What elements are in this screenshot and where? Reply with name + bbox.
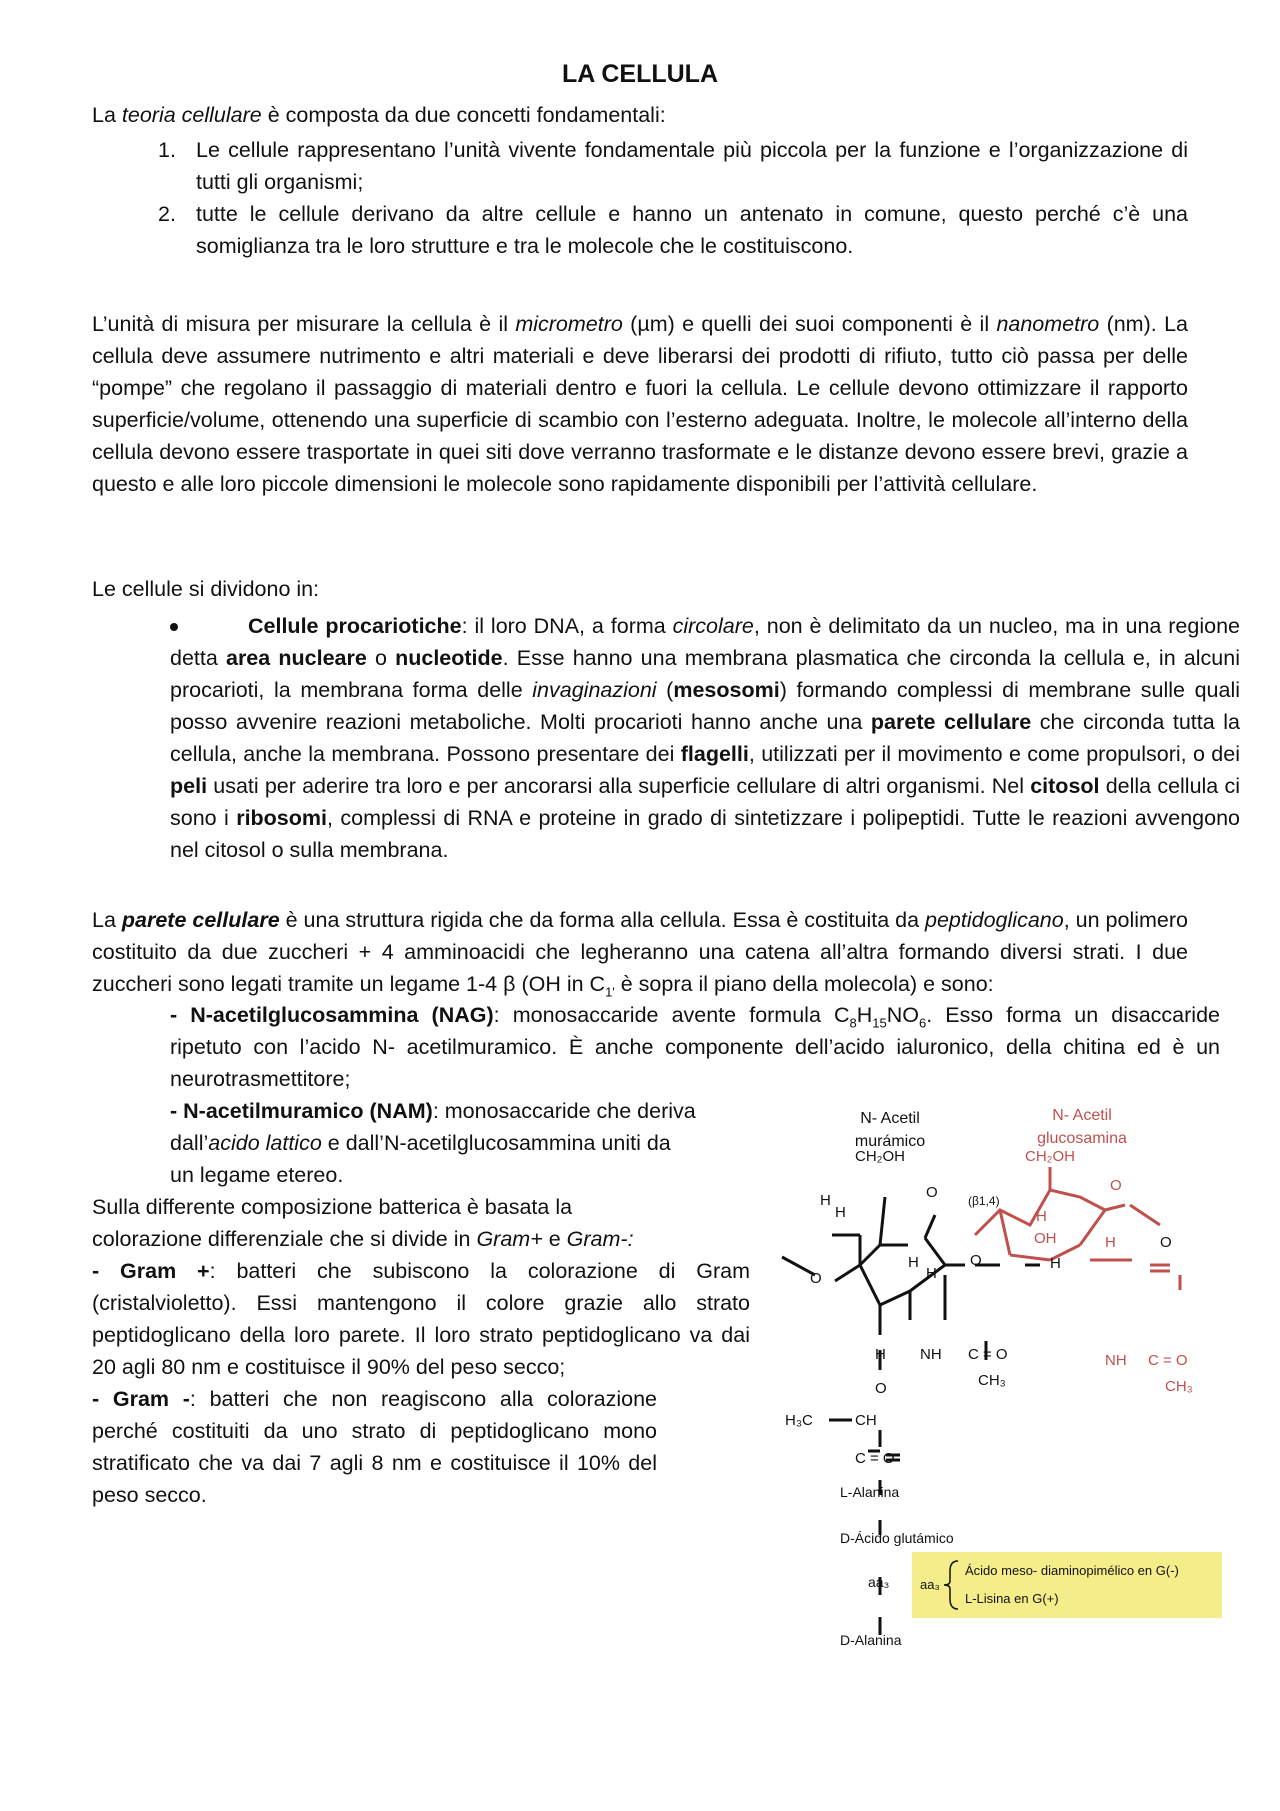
prok-t11: , complessi di RNA e proteine in grado di sintetizzare i polipeptidi. Tutte le reazioni avvengono nel citosol o sulla membrana. — [170, 806, 1240, 862]
nh-right: NH — [1105, 1352, 1127, 1369]
prok-area: area nucleare — [225, 646, 367, 670]
nag-head: - N-acetilglucosammina (NAG) — [170, 1003, 494, 1027]
prok-invag: invaginazioni — [532, 678, 657, 702]
wall-d: è sopra il piano della molecola) e sono: — [614, 972, 994, 996]
prok-t3: o — [366, 646, 396, 670]
atom-h: H — [1050, 1255, 1061, 1272]
nag-a: : monosaccaride avente formula C — [493, 1003, 850, 1027]
atom-o: O — [926, 1184, 938, 1201]
glu-label: D-Ácido glutámico — [840, 1530, 954, 1546]
gram-gm: Gram-: — [566, 1227, 634, 1251]
ch3-right: CH₃ — [1165, 1378, 1193, 1395]
nag-s2: 15 — [872, 1015, 887, 1031]
co-right: C = O — [1148, 1352, 1188, 1369]
units-text-c: (nm). La cellula deve assumere nutrimento e altri materiali e deve liberarsi dei prodotti di rifiuto, tutto ciò passa per delle “pompe” che regolano il passaggio di materiali dentro e fuori la cellula. Le cellule devono ottimizzare il rapporto superficie/volume, ottenendo una superficie di scambio con l’esterno adeguata. Inoltre, le molecole all’interno della cellula devono essere trasportate in quei siti dove verranno trasformate e le distanze devono essere brevi, grazie a questo e alle loro piccole dimensioni le molecole sono rapidamente disponibili per l’attività cellulare. — [92, 312, 1188, 496]
gram-neg-head: - Gram - — [92, 1387, 190, 1411]
wall-pep: peptidoglicano — [925, 908, 1064, 932]
gram-l2b: e — [542, 1227, 567, 1251]
atom-h: H — [835, 1204, 846, 1221]
nam-head: - N-acetilmuramico (NAM) — [170, 1099, 433, 1123]
ala-label: L-Alanina — [840, 1484, 900, 1500]
gram-negative — [92, 1383, 657, 1511]
units-em-micro: micrometro — [515, 312, 623, 336]
gram-l2a: colorazione differenziale che si divide in — [92, 1227, 477, 1251]
intro-line — [92, 99, 666, 131]
prok-t4: . Esse hanno una membrana plasmatica che circonda la cellula e, in alcuni procarioti, la membrana forma delle — [170, 646, 1240, 702]
atom-h: H — [1036, 1208, 1047, 1225]
nag-s3: 6 — [919, 1015, 927, 1031]
gram-neg-text: : batteri che non reagiscono alla colorazione perché costituiti da uno strato di peptidoglicano mono stratificato che va dai 7 agli 8 nm e costituisce il 10% del peso secco. — [92, 1387, 657, 1507]
gram-line-1: Sulla differente composizione batterica è basata la — [92, 1195, 573, 1219]
atom-h: H — [875, 1346, 886, 1363]
principles-list — [158, 134, 1188, 262]
nam-line-3: un legame etereo. — [170, 1163, 344, 1187]
prok-parete: parete cellulare — [870, 710, 1032, 734]
nam-line-1 — [170, 1095, 750, 1127]
prok-ribo: ribosomi — [236, 806, 327, 830]
gram-section — [92, 1191, 750, 1511]
nam-l2em: acido lattico — [208, 1131, 322, 1155]
amino-acid-box — [912, 1552, 1222, 1618]
list-item — [158, 198, 1188, 262]
list-item — [158, 134, 1188, 198]
nam-label-1: N- Acetil — [860, 1110, 920, 1127]
list-number: 1. — [158, 138, 176, 162]
nam-l2a: dall’ — [170, 1131, 209, 1155]
units-text-a: L’unità di misura per misurare la cellula è il — [92, 312, 516, 336]
dala-label: D-Alanina — [840, 1632, 902, 1648]
wall-c: , un polimero costituito da due zuccheri + 4 amminoacidi che legheranno una catena all’altra formando diversi strati. I due zuccheri sono legati tramite un legame 1-4 β (OH in C — [92, 908, 1188, 996]
atom-h: H — [908, 1254, 919, 1271]
intro-text-b: è composta da due concetti fondamentali: — [261, 103, 666, 127]
gram-positive — [92, 1255, 750, 1383]
nag-paragraph — [170, 999, 1220, 1095]
nam-line-2 — [170, 1127, 750, 1159]
prok-meso: mesosomi — [673, 678, 780, 702]
co-left: C = O — [968, 1346, 1008, 1363]
box-line-1: Ácido meso- diaminopimélico en G(-) — [965, 1563, 1179, 1578]
prok-t8: , utilizzati per il movimento e come propulsori, o dei — [748, 742, 1241, 766]
prok-circ: circolare — [672, 614, 754, 638]
prok-t5: ( — [656, 678, 674, 702]
atom-o: O — [810, 1270, 822, 1287]
wall-b: è una struttura rigida che da forma alla cellula. Essa è costituita da — [279, 908, 926, 932]
box-line-2: L-Lisina en G(+) — [965, 1591, 1059, 1606]
nam-paragraph — [170, 1095, 750, 1191]
units-text-b: (µm) e quelli dei suoi componenti è il — [622, 312, 997, 336]
prok-head: Cellule procariotiche — [248, 614, 462, 638]
ch: CH — [855, 1412, 877, 1429]
atom-h: H — [1105, 1234, 1116, 1251]
nag-label-1: N- Acetil — [1052, 1107, 1112, 1124]
units-paragraph — [92, 308, 1188, 500]
prok-peli: peli — [170, 774, 208, 798]
nam-l1: : monosaccaride che deriva — [432, 1099, 696, 1123]
prok-nucleotide: nucleotide — [395, 646, 503, 670]
ch2oh-left: CH₂OH — [855, 1148, 905, 1165]
prok-t6: ) formando complessi di membrane sulle quali posso avvenire reazioni metaboliche. Molti procarioti hanno anche una — [170, 678, 1240, 734]
ch3-left: CH₃ — [978, 1372, 1006, 1389]
atom-h: H — [820, 1192, 831, 1209]
nam-l2b: e dall’N-acetilglucosammina uniti da — [321, 1131, 671, 1155]
page-title: LA CELLULA — [562, 60, 718, 88]
divide-line: Le cellule si dividono in: — [92, 577, 320, 601]
nag-label-2: glucosamina — [1037, 1130, 1127, 1147]
bond-lines — [868, 1265, 1040, 1460]
atom-o: O — [1110, 1177, 1122, 1194]
prokaryote-bullet — [170, 610, 1240, 866]
peptidoglycan-diagram — [760, 1095, 1230, 1655]
gram-gp: Gram+ — [476, 1227, 543, 1251]
list-number: 2. — [158, 202, 176, 226]
wall-head: parete cellulare — [121, 908, 280, 932]
units-em-nano: nanometro — [996, 312, 1100, 336]
nam-label-2: murámico — [854, 1133, 926, 1150]
prok-t2: , non è delimitato da un nucleo, ma in una regione detta — [170, 614, 1240, 670]
gram-pos-head: - Gram + — [92, 1259, 210, 1283]
nag-ring — [975, 1167, 1180, 1290]
box-aa3: aa₃ — [920, 1577, 940, 1592]
list-text: tutte le cellule derivano da altre cellule e hanno un antenato in comune, questo perché c’è una somiglianza tra le loro strutture e tra le molecole che le costituiscono. — [196, 202, 1188, 258]
nag-b: H — [856, 1003, 873, 1027]
bond-label: (β1,4) — [968, 1194, 1000, 1208]
intro-text-a: La — [92, 103, 122, 127]
atom-h: H — [926, 1265, 937, 1282]
nag-d: . Esso forma un disaccaride ripetuto con l’acido N- acetilmuramico. È anche componente dell’acido ialuronico, della chitina ed è un neurotrasmettitore; — [170, 1003, 1220, 1091]
gram-pos-text: : batteri che subiscono la colorazione di Gram (cristalvioletto). Essi mantengono il colore grazie allo strato peptidoglicano della loro parete. Il loro strato peptidoglicano va dai 20 agli 80 nm e costituisce il 90% del peso secco; — [92, 1259, 751, 1379]
prok-t10: della cellula ci sono i — [170, 774, 1240, 830]
prok-citosol: citosol — [1030, 774, 1100, 798]
intro-em: teoria cellulare — [121, 103, 262, 127]
atom-o: O — [970, 1252, 982, 1269]
ch2oh-right: CH₂OH — [1025, 1148, 1075, 1165]
list-text: Le cellule rappresentano l’unità vivente fondamentale più piccola per la funzione e l’organizzazione di tutti gli organismi; — [196, 138, 1188, 194]
gram-line-2 — [92, 1223, 750, 1255]
prokaryote-paragraph — [170, 610, 1240, 866]
nh-left: NH — [920, 1346, 942, 1363]
co-chain: C = O — [855, 1450, 895, 1467]
prok-t7: che circonda tutta la cellula, anche la membrana. Possono presentare dei — [170, 710, 1240, 766]
prok-t1: : il loro DNA, a forma — [461, 614, 673, 638]
h3c: H₃C — [785, 1412, 813, 1429]
atom-o: O — [1160, 1234, 1172, 1251]
prok-t9: usati per aderire tra loro e per ancorarsi alla superficie cellulare di altri organismi. Nel — [207, 774, 1031, 798]
wall-a: La — [92, 908, 122, 932]
prok-flag: flagelli — [680, 742, 749, 766]
bullet-icon — [170, 623, 178, 631]
atom-o: O — [875, 1380, 887, 1397]
nag-c: NO — [886, 1003, 920, 1027]
nag-s1: 8 — [849, 1015, 857, 1031]
wall-csub: 1' — [605, 984, 615, 1000]
aa3-label: aa₃ — [868, 1574, 890, 1590]
atom-oh: OH — [1034, 1230, 1057, 1247]
wall-paragraph — [92, 904, 1188, 1000]
